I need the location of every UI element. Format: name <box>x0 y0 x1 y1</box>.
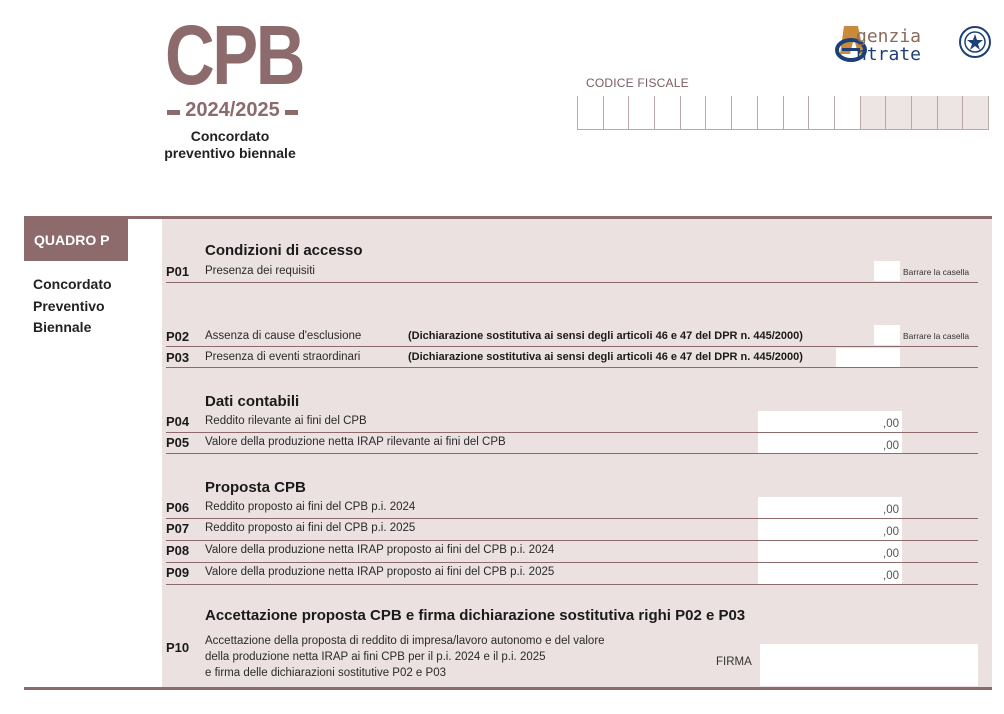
cf-char-box[interactable] <box>783 96 809 130</box>
p01-barrare-note: Barrare la casella <box>903 267 970 277</box>
codice-fiscale-input[interactable] <box>577 96 989 130</box>
quadro-tab: QUADRO P <box>24 219 128 261</box>
row-code-p10: P10 <box>166 640 190 655</box>
p07-amount-input[interactable] <box>758 519 902 540</box>
firma-label: FIRMA <box>716 656 752 668</box>
cf-char-box[interactable] <box>705 96 731 130</box>
row-label-p02: Assenza di cause d'esclusione <box>205 330 362 342</box>
row-code-p08: P08 <box>166 543 190 558</box>
cf-char-box[interactable] <box>680 96 706 130</box>
row-code-p06: P06 <box>166 500 190 515</box>
cf-char-box[interactable] <box>911 96 937 130</box>
section-heading-accettazione: Accettazione proposta CPB e firma dichiarazione sostitutiva righi P02 e P03 <box>205 607 746 624</box>
p08-amount-input[interactable] <box>758 541 902 562</box>
p05-amount-input[interactable] <box>758 433 902 454</box>
row-code-p09: P09 <box>166 565 190 580</box>
row-note-p02: (Dichiarazione sostitutiva ai sensi degli articoli 46 e 47 del DPR n. 445/2000) <box>408 330 803 342</box>
firma-signature-field[interactable] <box>760 644 978 686</box>
cf-char-box[interactable] <box>808 96 834 130</box>
cf-char-box[interactable] <box>757 96 783 130</box>
row-divider <box>166 367 978 368</box>
cf-char-box[interactable] <box>962 96 989 130</box>
quadro-title-line-2: Preventivo <box>33 297 105 314</box>
p06-cents: ,00 <box>883 504 899 516</box>
p02-barrare-note: Barrare la casella <box>903 331 970 341</box>
p04-cents: ,00 <box>883 418 899 430</box>
p02-checkbox[interactable] <box>874 325 900 345</box>
row-divider <box>166 453 978 454</box>
p09-cents: ,00 <box>883 570 899 582</box>
row-label-p05: Valore della produzione netta IRAP rilevante ai fini del CPB <box>205 436 506 448</box>
row-label-p07: Reddito proposto ai fini del CPB p.i. 2025 <box>205 522 416 534</box>
section-heading-proposta: Proposta CPB <box>205 479 306 496</box>
p07-cents: ,00 <box>883 526 899 538</box>
year-bar-left <box>167 110 180 115</box>
section-heading-contabili: Dati contabili <box>205 393 300 410</box>
row-divider <box>166 282 978 283</box>
cf-char-box[interactable] <box>731 96 757 130</box>
p06-amount-input[interactable] <box>758 497 902 519</box>
quadro-title-line-1: Concordato <box>33 276 112 292</box>
cf-char-box[interactable] <box>885 96 911 130</box>
p09-amount-input[interactable] <box>758 563 902 584</box>
cf-char-box[interactable] <box>603 96 629 130</box>
row-label-p09: Valore della produzione netta IRAP proposto ai fini del CPB p.i. 2025 <box>205 566 555 578</box>
subtitle-line-2: preventivo biennale <box>164 145 296 161</box>
subtitle-line-1: Concordato <box>190 128 270 144</box>
row-code-p01: P01 <box>166 264 190 279</box>
row-label-p08: Valore della produzione netta IRAP proposto ai fini del CPB p.i. 2024 <box>205 544 555 556</box>
p10-text-line-3: e firma delle dichiarazioni sostitutive P02 e P03 <box>205 667 446 679</box>
year-bar-right <box>285 110 298 115</box>
bottom-rule <box>24 687 992 690</box>
row-divider <box>166 346 978 347</box>
codice-fiscale-label: CODICE FISCALE <box>586 76 689 90</box>
row-label-p04: Reddito rilevante ai fini del CPB <box>205 415 367 427</box>
row-divider <box>166 584 978 585</box>
p04-amount-input[interactable] <box>758 411 902 433</box>
cf-char-box[interactable] <box>834 96 860 130</box>
cf-char-box[interactable] <box>577 96 603 130</box>
p05-cents: ,00 <box>883 440 899 452</box>
row-code-p07: P07 <box>166 521 190 536</box>
row-code-p04: P04 <box>166 414 190 429</box>
row-label-p10 <box>205 633 655 681</box>
row-code-p05: P05 <box>166 435 190 450</box>
logo-text-agenzia: genzia <box>856 26 922 47</box>
year-label: 2024/2025 <box>185 99 280 121</box>
row-code-p03: P03 <box>166 350 190 365</box>
row-label-p01: Presenza dei requisiti <box>205 265 315 277</box>
quadro-title-line-3: Biennale <box>33 319 92 335</box>
row-code-p02: P02 <box>166 329 190 344</box>
cpb-logo-title: CPB <box>165 8 304 102</box>
cf-char-box[interactable] <box>937 96 963 130</box>
row-note-p03: (Dichiarazione sostitutiva ai sensi degli articoli 46 e 47 del DPR n. 445/2000) <box>408 351 803 363</box>
form-subtitle <box>160 128 300 162</box>
p08-cents: ,00 <box>883 548 899 560</box>
cf-char-box[interactable] <box>654 96 680 130</box>
logo-text-entrate: ntrate <box>856 44 922 65</box>
p03-input[interactable] <box>836 348 900 368</box>
section-heading-accesso: Condizioni di accesso <box>205 242 363 259</box>
p01-checkbox[interactable] <box>874 261 900 281</box>
cf-char-box[interactable] <box>628 96 654 130</box>
row-label-p06: Reddito proposto ai fini del CPB p.i. 2024 <box>205 501 416 513</box>
quadro-title <box>33 274 112 339</box>
cf-char-box[interactable] <box>860 96 886 130</box>
row-label-p03: Presenza di eventi straordinari <box>205 351 361 363</box>
p10-text-line-1: Accettazione della proposta di reddito di impresa/lavoro autonomo e del valore <box>205 635 605 647</box>
p10-text-line-2: della produzione netta IRAP ai fini CPB per il p.i. 2024 e il p.i. 2025 <box>205 651 546 663</box>
italian-republic-emblem-icon <box>958 24 992 60</box>
